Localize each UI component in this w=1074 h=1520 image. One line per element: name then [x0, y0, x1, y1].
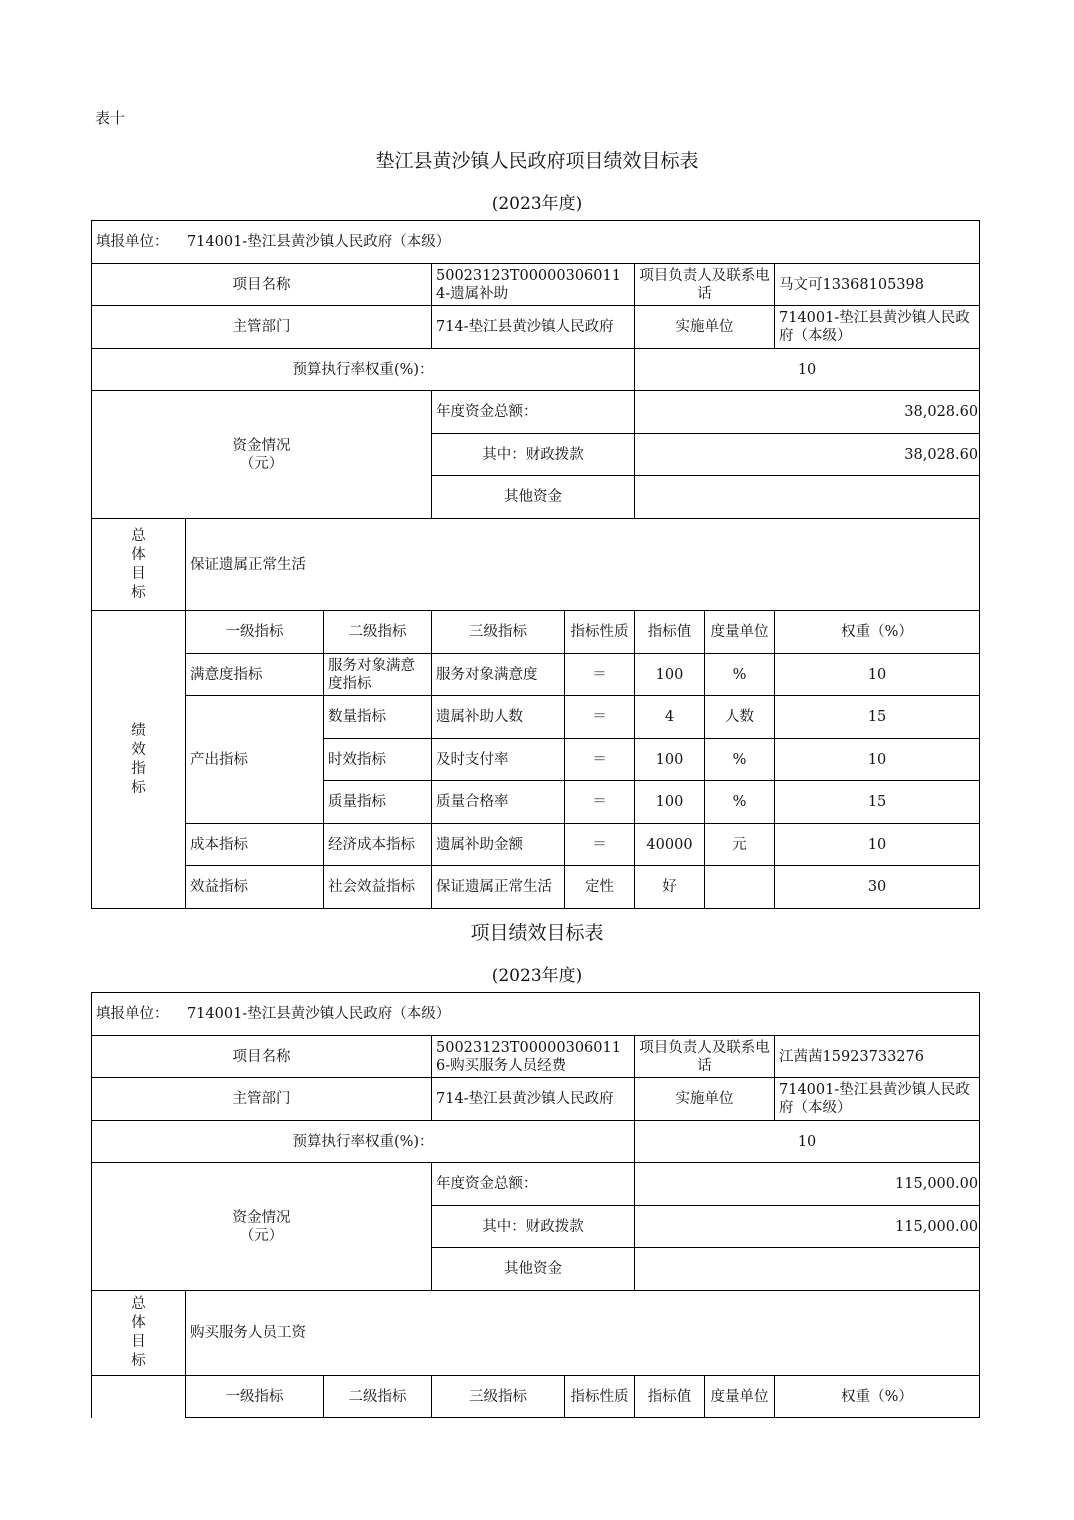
goal-value: 保证遗属正常生活	[186, 519, 980, 611]
row-l1: 满意度指标	[186, 654, 324, 696]
perf-label: 绩效指标	[92, 611, 186, 909]
table-row	[92, 654, 980, 696]
row-nature: ＝	[565, 739, 635, 781]
row-value: 40000	[635, 824, 705, 866]
perf-label-cell	[92, 1376, 186, 1418]
dept-label: 主管部门	[92, 1078, 432, 1121]
row-nature: 定性	[565, 866, 635, 909]
row-l3: 质量合格率	[432, 781, 565, 824]
header-l3: 三级指标	[432, 1376, 565, 1418]
funds-label: 资金情况（元）	[92, 1163, 432, 1291]
row-l2: 时效指标	[324, 739, 432, 781]
row-l2: 数量指标	[324, 696, 432, 739]
row-weight: 15	[775, 781, 980, 824]
dept-value: 714-垫江县黄沙镇人民政府	[432, 306, 635, 349]
contact-value: 江茜茜15923733276	[775, 1036, 980, 1078]
header-l1: 一级指标	[186, 611, 324, 654]
table2-title: 项目绩效目标表	[470, 922, 604, 944]
goal-label: 总体目标	[92, 1291, 186, 1376]
row-l3: 及时支付率	[432, 739, 565, 781]
other-funds-label: 其他资金	[432, 476, 635, 519]
table2-year: (2023年度)	[491, 966, 583, 986]
header-nature: 指标性质	[565, 611, 635, 654]
row-value: 好	[635, 866, 705, 909]
row-l3: 服务对象满意度	[432, 654, 565, 696]
annual-total-value: 38,028.60	[635, 391, 980, 434]
header-value: 指标值	[635, 611, 705, 654]
table1-title: 垫江县黄沙镇人民政府项目绩效目标表	[375, 150, 699, 172]
impl-value: 714001-垫江县黄沙镇人民政府（本级）	[775, 1078, 980, 1121]
other-funds-label: 其他资金	[432, 1248, 635, 1291]
budget-weight-value: 10	[635, 1121, 980, 1163]
table1-year: (2023年度)	[491, 194, 583, 214]
other-funds-value	[635, 1248, 980, 1291]
header-l2: 二级指标	[324, 1376, 432, 1418]
row-unit: %	[705, 781, 775, 824]
impl-label: 实施单位	[635, 1078, 775, 1121]
row-l2: 社会效益指标	[324, 866, 432, 909]
row-unit: %	[705, 739, 775, 781]
project-name: 50023123T000003060114-遗属补助	[432, 264, 635, 306]
row-nature: ＝	[565, 781, 635, 824]
header-weight: 权重（%）	[775, 1376, 980, 1418]
header-value: 指标值	[635, 1376, 705, 1418]
budget-weight-label: 预算执行率权重(%)：	[92, 1121, 635, 1163]
row-l2: 服务对象满意度指标	[324, 654, 432, 696]
impl-label: 实施单位	[635, 306, 775, 349]
row-weight: 10	[775, 654, 980, 696]
header-l3: 三级指标	[432, 611, 565, 654]
row-weight: 10	[775, 739, 980, 781]
annual-total-label: 年度资金总额：	[432, 391, 635, 434]
dept-value: 714-垫江县黄沙镇人民政府	[432, 1078, 635, 1121]
fiscal-value: 115,000.00	[635, 1206, 980, 1248]
fiscal-value: 38,028.60	[635, 434, 980, 476]
row-l3: 遗属补助金额	[432, 824, 565, 866]
row-l2: 质量指标	[324, 781, 432, 824]
header-unit: 度量单位	[705, 1376, 775, 1418]
dept-label: 主管部门	[92, 306, 432, 349]
table-row	[92, 824, 980, 866]
contact-label: 项目负责人及联系电话	[635, 264, 775, 306]
project-name: 50023123T000003060116-购买服务人员经费	[432, 1036, 635, 1078]
row-unit	[705, 866, 775, 909]
row-l2: 经济成本指标	[324, 824, 432, 866]
other-funds-value	[635, 476, 980, 519]
performance-table-1	[91, 220, 980, 909]
row-weight: 30	[775, 866, 980, 909]
row-nature: ＝	[565, 654, 635, 696]
row-l1: 产出指标	[186, 696, 324, 824]
row-weight: 15	[775, 696, 980, 739]
funds-label: 资金情况（元）	[92, 391, 432, 519]
row-nature: ＝	[565, 696, 635, 739]
row-unit: 元	[705, 824, 775, 866]
header-nature: 指标性质	[565, 1376, 635, 1418]
header-l1: 一级指标	[186, 1376, 324, 1418]
row-value: 4	[635, 696, 705, 739]
header-unit: 度量单位	[705, 611, 775, 654]
row-value: 100	[635, 739, 705, 781]
contact-value: 马文可13368105398	[775, 264, 980, 306]
row-l1: 效益指标	[186, 866, 324, 909]
budget-weight-value: 10	[635, 349, 980, 391]
header-weight: 权重（%）	[775, 611, 980, 654]
goal-value: 购买服务人员工资	[186, 1291, 980, 1376]
fiscal-label: 其中：财政拨款	[432, 1206, 635, 1248]
page-label: 表十	[95, 109, 126, 127]
performance-table-2	[91, 992, 980, 1418]
row-weight: 10	[775, 824, 980, 866]
row-nature: ＝	[565, 824, 635, 866]
annual-total-value: 115,000.00	[635, 1163, 980, 1206]
goal-label: 总体目标	[92, 519, 186, 611]
project-name-label: 项目名称	[92, 1036, 432, 1078]
row-value: 100	[635, 781, 705, 824]
table-row	[92, 696, 980, 739]
annual-total-label: 年度资金总额：	[432, 1163, 635, 1206]
row-l3: 遗属补助人数	[432, 696, 565, 739]
budget-weight-label: 预算执行率权重(%)：	[92, 349, 635, 391]
row-l3: 保证遗属正常生活	[432, 866, 565, 909]
unit-row: 填报单位： 714001-垫江县黄沙镇人民政府（本级）	[92, 993, 980, 1036]
table-row	[92, 866, 980, 909]
row-unit: 人数	[705, 696, 775, 739]
project-name-label: 项目名称	[92, 264, 432, 306]
row-unit: %	[705, 654, 775, 696]
unit-row: 填报单位： 714001-垫江县黄沙镇人民政府（本级）	[92, 221, 980, 264]
fiscal-label: 其中：财政拨款	[432, 434, 635, 476]
impl-value: 714001-垫江县黄沙镇人民政府（本级）	[775, 306, 980, 349]
header-l2: 二级指标	[324, 611, 432, 654]
row-l1: 成本指标	[186, 824, 324, 866]
contact-label: 项目负责人及联系电话	[635, 1036, 775, 1078]
row-value: 100	[635, 654, 705, 696]
